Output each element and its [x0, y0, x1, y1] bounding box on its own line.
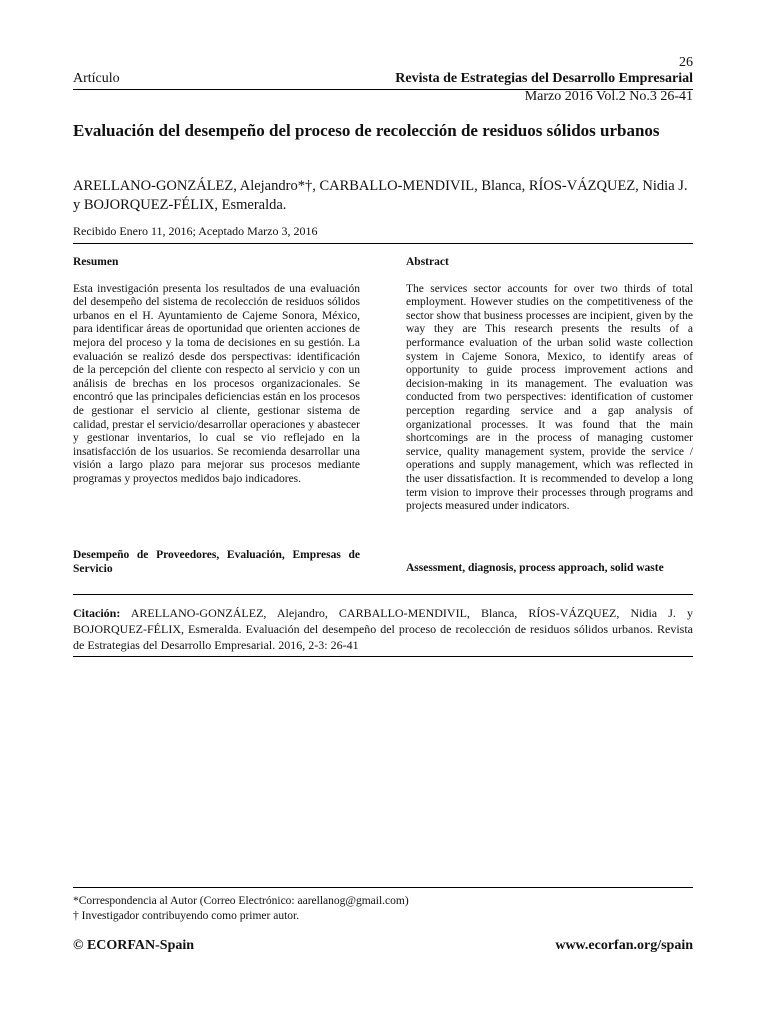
- resumen-keywords-block: [73, 549, 360, 576]
- resumen-heading: Resumen: [73, 256, 119, 268]
- issue-info: Marzo 2016 Vol.2 No.3 26-41: [524, 89, 693, 104]
- first-author-note: † Investigador contribuyendo como primer autor.: [73, 910, 300, 922]
- section-type: Artículo: [73, 71, 120, 86]
- page-number: 26: [679, 55, 693, 70]
- correspondence-note: *Correspondencia al Autor (Correo Electrónico: aarellanog@gmail.com): [73, 895, 409, 907]
- publisher-footer: © ECORFAN-Spain: [73, 938, 195, 953]
- footnotes: [73, 894, 693, 924]
- abstract-heading: Abstract: [406, 256, 449, 268]
- abstract-keywords: Assessment, diagnosis, process approach, solid waste: [406, 562, 664, 574]
- abstract-column: [406, 256, 693, 514]
- abstract-body: The services sector accounts for over two thirds of total employment. However studies on the competitiveness of the sector show that business processes are incipient, given by the way they are This research presents the results of a performance evaluation of the urban solid waste collection system in Cajeme Sonora, Mexico, to identify areas of opportunity to guide process improvement actions and decision-making in its management. The evaluation was conducted from two perspectives: identification of customer perception regarding service and a gap analysis of organizational processes. It was found that the main shortcomings are in the process of managing customer service, quality management system, provide the service / operations and supply management, which was reflected in the user dissatisfaction. It is recommended to develop a long term vision to improve their processes through programs and projects measured under indicators.: [406, 282, 693, 513]
- journal-name: Revista de Estrategias del Desarrollo Empresarial: [395, 71, 693, 86]
- article-page: [73, 0, 693, 1024]
- citation-label: Citación:: [73, 606, 121, 620]
- divider-middle: [73, 594, 693, 595]
- abstract-keywords-block: [406, 562, 693, 576]
- website-footer: www.ecorfan.org/spain: [555, 938, 693, 953]
- citation: [73, 605, 693, 653]
- resumen-body: Esta investigación presenta los resultados de una evaluación del desempeño del sistema de recolección de residuos sólidos urbanos en el H. Ayuntamiento de Cajeme Sonora, México, para identificar áreas de oportunidad que orienten acciones de mejora del proceso y la toma de decisiones en su gestión. La evaluación se realizó desde dos perspectivas: identificación de la percepción del cliente con respecto al servicio y con un análisis de brechas en los procesos organizacionales. Se encontró que las principales deficiencias están en los procesos de gestionar el servicio al cliente, gestionar sistema de calidad, prestar el servicio/desarrollar operaciones y abastecer y gestionar inventarios, lo cual se vio reflejado en la insatisfacción de los usuarios. Se recomienda desarrollar una visión a largo plazo para mejorar sus procesos mediante programas y proyectos medidos bajo indicadores.: [73, 282, 360, 485]
- article-authors: ARELLANO-GONZÁLEZ, Alejandro*†, CARBALLO-MENDIVIL, Blanca, RÍOS-VÁZQUEZ, Nidia J. y BOJORQUEZ-FÉLIX, Esmeralda.: [73, 178, 688, 213]
- received-accepted-dates: Recibido Enero 11, 2016; Aceptado Marzo 3, 2016: [73, 224, 318, 238]
- divider-top: [73, 243, 693, 244]
- footnote-divider: [73, 887, 693, 888]
- resumen-keywords: Desempeño de Proveedores, Evaluación, Empresas de Servicio: [73, 549, 360, 575]
- divider-bottom: [73, 656, 693, 657]
- article-title: Evaluación del desempeño del proceso de recolección de residuos sólidos urbanos: [73, 121, 660, 140]
- citation-text: ARELLANO-GONZÁLEZ, Alejandro, CARBALLO-MENDIVIL, Blanca, RÍOS-VÁZQUEZ, Nidia J. y BOJORQUEZ-FÉLIX, Esmeralda. Evaluación del desempeño del proceso de recolección de residuos sólidos urbanos. Revista de Estrategias del Desarrollo Empresarial. 2016, 2-3: 26-41: [73, 606, 693, 652]
- resumen-column: [73, 256, 360, 487]
- running-header: [73, 71, 693, 90]
